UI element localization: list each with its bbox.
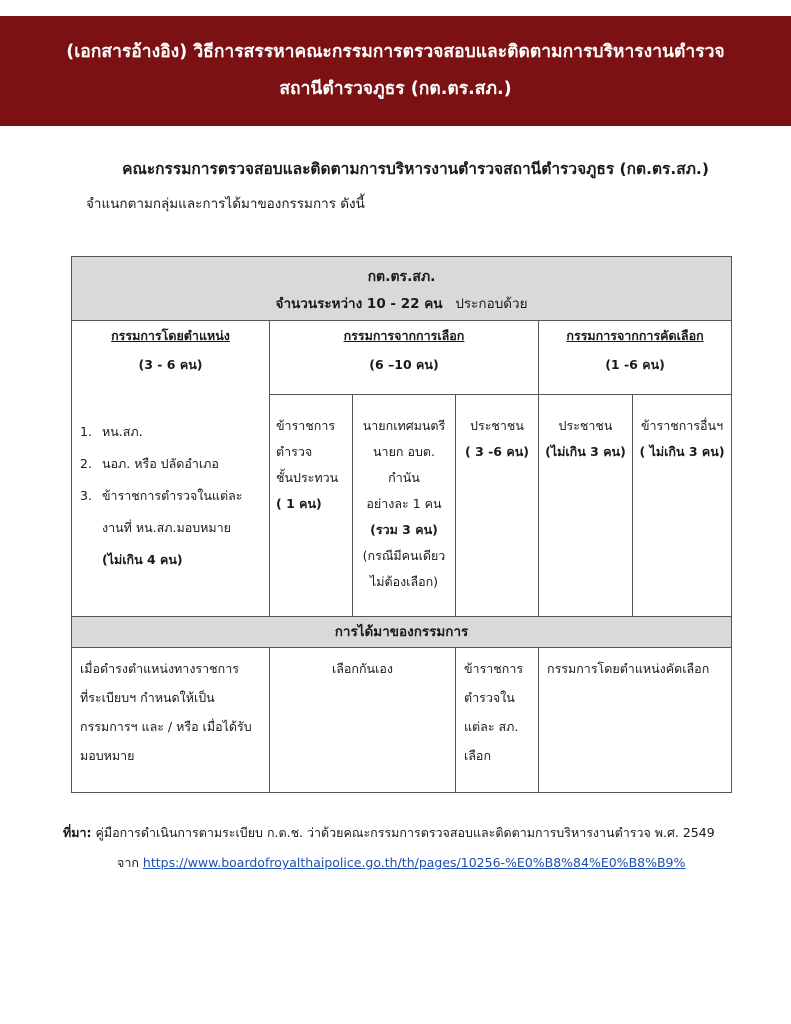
banner-line-1: (เอกสารอ้างอิง) วิธีการสรรหาคณะกรรมการตรวจสอบและติดตามการบริหารงานตำรวจ <box>66 42 725 62</box>
elected-local-officials-cell: นายกเทศมนตรี นายก อบต. กำนัน อย่างละ 1 คน (รวม 3 คน) (กรณีมีคนเดียว ไม่ต้องเลือก) <box>353 395 456 617</box>
banner-line-2: สถานีตำรวจภูธร (กต.ตร.สภ.) <box>279 79 512 99</box>
ex-officio-column <box>72 321 270 617</box>
source-link-line <box>117 853 685 873</box>
committee-table <box>71 256 732 793</box>
header-count-line <box>73 290 730 318</box>
source-from: จาก <box>117 855 139 870</box>
group-count: (1 -6 คน) <box>605 357 665 372</box>
document-subtitle: จำแนกตามกลุ่มและการได้มาของกรรมการ ดังนี้ <box>86 196 365 212</box>
selected-other-officials-cell: ข้าราชการอื่นฯ ( ไม่เกิน 3 คน) <box>633 395 732 617</box>
table-header <box>72 257 732 321</box>
group-count: (6 –10 คน) <box>369 357 439 372</box>
list-item: 3. ข้าราชการตำรวจในแต่ละ <box>80 488 243 503</box>
group-title: กรรมการจากการคัดเลือก <box>566 328 704 343</box>
source-url-link[interactable]: https://www.boardofroyalthaipolice.go.th/th/pages/10256-%E0%B8%84%E0%B8%B9% <box>142 855 686 870</box>
elected-public-cell: ประชาชน ( 3 -6 คน) <box>456 395 539 617</box>
group-elected <box>270 321 539 395</box>
group-title: กรรมการโดยตำแหน่ง <box>111 328 230 343</box>
header-title: กต.ตร.สภ. <box>367 269 436 285</box>
source-label: ที่มา: <box>63 825 92 840</box>
list-item: 1. หน.สภ. <box>80 424 143 439</box>
acquisition-selected-cell: กรรมการโดยตำแหน่งคัดเลือก <box>539 648 732 793</box>
selected-public-cell: ประชาชน (ไม่เกิน 3 คน) <box>539 395 633 617</box>
group-ex-officio <box>72 321 269 398</box>
elected-police-cell: ข้าราชการ ตำรวจ ชั้นประทวน ( 1 คน) <box>270 395 353 617</box>
acquisition-ex-officio-cell: เมื่อดำรงตำแหน่งทางราชการ ที่ระเบียบฯ กำหนดให้เป็น กรรมการฯ และ / หรือ เมื่อได้รับ มอบหมาย <box>72 648 270 793</box>
group-title: กรรมการจากการเลือก <box>343 328 465 343</box>
source-note <box>63 823 715 843</box>
document-title: คณะกรรมการตรวจสอบและติดตามการบริหารงานตำรวจสถานีตำรวจภูธร (กต.ตร.สภ.) <box>122 160 709 178</box>
source-text: คู่มือการดำเนินการตามระเบียบ ก.ต.ช. ว่าด้วยคณะกรรมการตรวจสอบและติดตามการบริหารงานตำรวจ พ.ศ. 2549 <box>95 825 715 840</box>
ex-officio-limit: (ไม่เกิน 4 คน) <box>102 552 183 567</box>
group-selected <box>539 321 732 395</box>
list-item: 2. นอภ. หรือ ปลัดอำเภอ <box>80 456 219 471</box>
header-count: จำนวนระหว่าง 10 - 22 คน <box>275 296 443 312</box>
header-banner <box>0 16 791 126</box>
header-suffix: ประกอบด้วย <box>455 296 528 312</box>
acquisition-elected-self-cell: เลือกกันเอง <box>270 648 456 793</box>
ex-officio-list <box>72 398 269 582</box>
acquisition-elected-police-cell: ข้าราชการ ตำรวจใน แต่ละ สภ. เลือก <box>456 648 539 793</box>
group-count: (3 - 6 คน) <box>138 357 203 372</box>
list-item-continuation: งานที่ หน.สภ.มอบหมาย <box>102 520 231 535</box>
section-acquisition-title: การได้มาของกรรมการ <box>72 617 732 648</box>
